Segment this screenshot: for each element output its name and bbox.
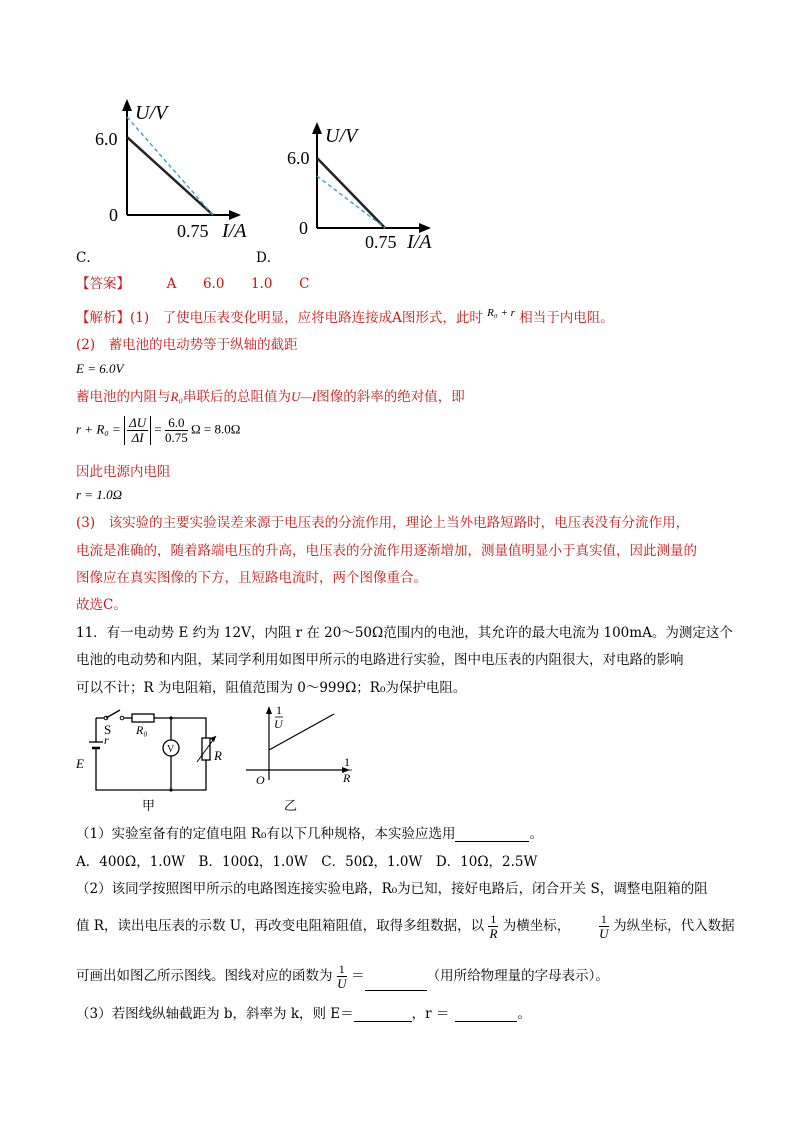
answer-line [76, 272, 309, 292]
analysis-p2: (2) 蓄电池的电动势等于纵轴的截距 [76, 337, 298, 353]
analysis-label: 【解析】 [76, 310, 130, 326]
switch [106, 710, 120, 718]
x-axis-den: R [343, 771, 351, 785]
analysis-p3: 蓄电池的内阻与R₀串联后的总阻值为U—I图像的斜率的绝对值，即 [76, 389, 465, 405]
analysis-p5: (3) 该实验的主要实验误差来源于电压表的分流作用，理论上当外电路短路时，电压表没有分流作用， [76, 515, 690, 531]
analysis-p8: 故选C。 [76, 597, 127, 613]
circuit-caption: 甲 [142, 798, 156, 813]
answer-value: 6.0 [202, 276, 225, 292]
x-axis-num: 1 [344, 755, 350, 769]
voltmeter-label: V [167, 744, 175, 755]
measured-line [317, 176, 385, 228]
analysis-p1: 【解析】(1) 了使电压表变化明显，应将电路连接成A图形式，此时 $^{R_0 + r}$ 相当于内电阻。 [76, 307, 614, 326]
analysis-p6: 电流是准确的，随着路端电压的升高，电压表的分流作用逐渐增加，测量值明显小于真实值，因此测量的 [76, 543, 697, 559]
y-axis-num: 1 [276, 703, 282, 717]
analysis-p7: 图像应在真实图像的下方，且短路电流时，两个图像重合。 [76, 570, 427, 586]
option-d-label: D． [256, 250, 281, 266]
origin-label: 0 [109, 205, 118, 225]
answer-blank[interactable] [365, 978, 427, 991]
q11-line-1: 11．有一电动势 E 约为 12V，内阻 r 在 20～50Ω范围内的电池，其允许的最大电流为 100mA。为测定这个 [76, 625, 733, 641]
x-intercept: 0.75 [177, 221, 209, 241]
switch-label: S [104, 722, 112, 737]
equation-emf: E = 6.0V [76, 361, 124, 376]
true-line [127, 137, 213, 215]
resistor-r0 [132, 714, 154, 722]
resistance-box-label: R [214, 748, 222, 763]
y-axis-den: U [274, 717, 283, 731]
origin-label: O [256, 773, 265, 787]
analysis-p4: 因此电源内电阻 [76, 464, 171, 480]
q11-line-3: 可以不计；R 为电阻箱，阻值范围为 0～999Ω；R₀为保护电阻。 [76, 680, 467, 696]
internal-r-label: r [104, 733, 109, 747]
emf-label: E [76, 756, 84, 771]
q11-sub-2-line-2: 值 R，读出电压表的示数 U，再改变电阻箱阻值，取得多组数据，以 $\frac{1}{R}$ 为横坐标， $\frac{1}{U}$ 为纵坐标，代入数据 [76, 912, 735, 941]
graph-option-c [95, 95, 265, 245]
answer-value: 1.0 [251, 276, 273, 292]
measured-line [127, 117, 213, 215]
q11-sub-3: （3）若图线纵轴截距为 b，斜率为 k，则 E＝ ，r ＝ 。 [76, 1006, 531, 1022]
equation-resistance: r + R₀ = $\frac{\Delta U}{\Delta I}$ = $\frac{6.0}{0.75}$ Ω = 8.0Ω [76, 415, 241, 445]
true-line [317, 158, 385, 228]
y-intercept: 6.0 [287, 148, 310, 168]
r0-label: R₀ [136, 723, 148, 737]
equation-internal-resistance: r = 1.0Ω [76, 487, 122, 502]
graph-caption: 乙 [284, 798, 298, 813]
answer-blank[interactable] [455, 829, 529, 842]
x-axis-label: I/A [222, 220, 247, 242]
q11-line-2: 电池的电动势和内阻，某同学利用如图甲所示的电路进行实验，图中电压表的内阻很大，对电路的影响 [76, 652, 684, 668]
answer-label: 【答案】 [76, 276, 130, 292]
q11-sub-2-line-1: （2）该同学按照图甲所示的电路图连接实验电路，R₀为已知，接好电路后，闭合开关 S，调整电阻箱的阻 [76, 881, 708, 897]
y-axis-label: U/V [325, 125, 358, 147]
option-c-label: C． [76, 250, 100, 266]
graph-option-d [285, 118, 455, 253]
origin-label: 0 [299, 218, 308, 238]
x-intercept: 0.75 [365, 232, 397, 252]
answer-blank[interactable] [354, 1009, 412, 1022]
q11-options: A．400Ω，1.0W B．100Ω，1.0W C．50Ω，1.0W D．10Ω，2.5W [76, 854, 538, 870]
formula-r0-plus-r: R₀ + r [487, 307, 515, 319]
answer-value: C [299, 276, 310, 292]
q11-sub-2-line-3: 可画出如图乙所示图线。图线对应的函数为 $\frac{1}{U}$ ＝ （用所给物理量的字母表示）。 [76, 962, 609, 991]
x-axis-label: I/A [407, 231, 432, 253]
answer-blank[interactable] [455, 1009, 517, 1022]
y-axis-label: U/V [135, 102, 168, 124]
q11-sub-1: （1）实验室备有的定值电阻 R₀有以下几种规格，本实验应选用 。 [76, 826, 543, 842]
linear-graph [236, 700, 366, 815]
circuit-diagram [76, 700, 226, 815]
answer-value: A [166, 276, 177, 292]
y-intercept: 6.0 [95, 129, 118, 149]
